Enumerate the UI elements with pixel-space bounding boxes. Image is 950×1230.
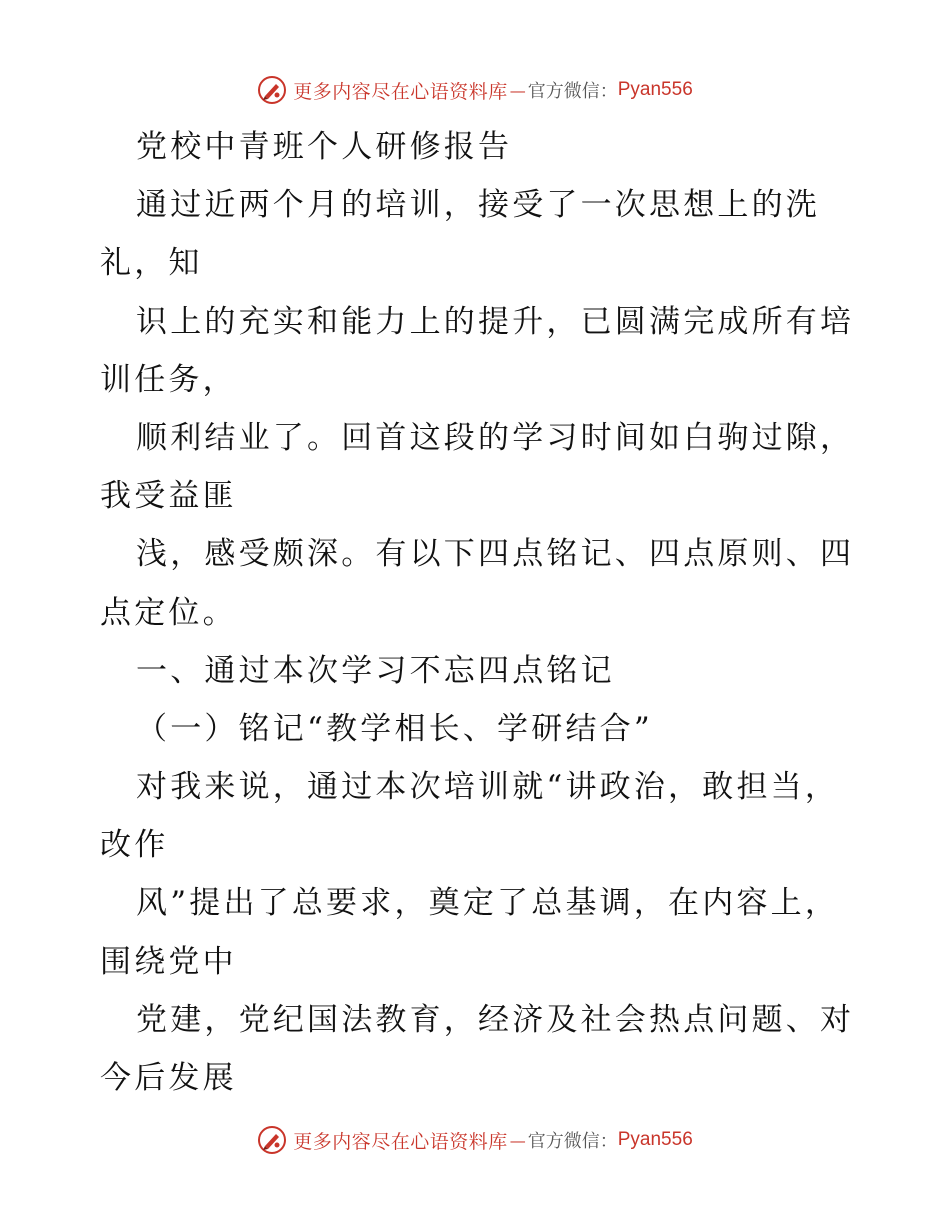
text-line: 点定位。 [100,594,237,631]
header-watermark [0,72,950,108]
text-line: 党建，党纪国法教育，经济及社会热点问题、对 [136,1001,855,1038]
watermark-brand: 更多内容尽在心语资料库 [293,1130,508,1153]
text-line: 风”提出了总要求，奠定了总基调，在内容上， [136,885,840,922]
document-body [100,118,860,1107]
text-line: 识上的充实和能力上的提升，已圆满完成所有培 [136,303,855,340]
text-line: 顺利结业了。回首这段的学习时间如白驹过隙， [136,419,855,456]
watermark-separator: — [509,1130,526,1150]
text-line: 浅，感受颇深。有以下四点铭记、四点原则、四 [136,536,855,573]
pen-logo-icon [257,75,287,105]
text-line: 对我来说，通过本次培训就“讲政治，敢担当， [136,769,840,806]
text-line: 训任务， [100,361,237,398]
subsection-heading: （一）铭记“教学相长、学研结合” [136,710,653,747]
watermark-label: 官方微信： [527,1131,618,1152]
text-line: 改作 [100,827,169,864]
text-line: 今后发展 [100,1060,237,1096]
text-line: 礼，知 [100,245,203,282]
footer-watermark [0,1122,950,1158]
text-line: 围绕党中 [100,943,237,980]
pen-logo-icon [257,1125,287,1155]
document-title: 党校中青班个人研修报告 [136,129,513,165]
section-heading: 一、通过本次学习不忘四点铭记 [136,652,615,689]
watermark-label: 官方微信： [527,81,618,102]
watermark-brand: 更多内容尽在心语资料库 [293,80,508,103]
watermark-wechat-id: Pyan556 [617,1129,693,1150]
text-line: 通过近两个月的培训，接受了一次思想上的洗 [136,187,820,224]
watermark-wechat-id: Pyan556 [617,79,693,100]
text-line: 我受益匪 [100,478,237,515]
watermark-separator: — [509,80,526,100]
